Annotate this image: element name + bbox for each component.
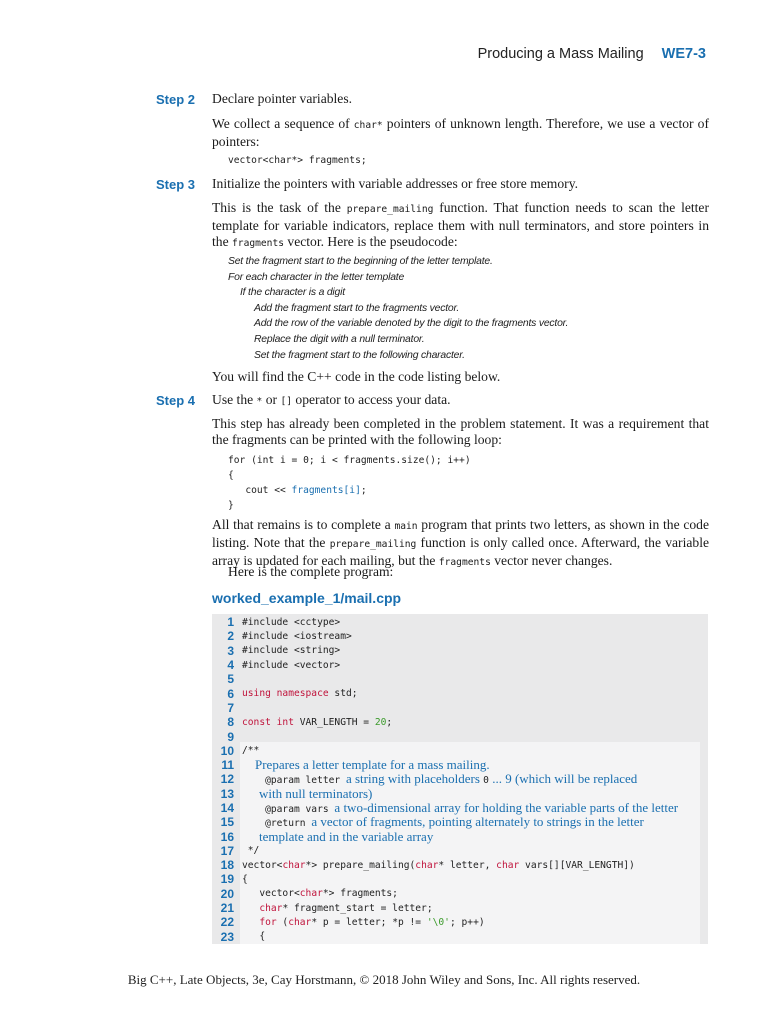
inline-code: * — [256, 396, 263, 407]
doc-comment: a string with placeholders — [345, 771, 484, 787]
page-footer: Big C++, Late Objects, 3e, Cay Horstmann, © 2018 John Wiley and Sons, Inc. All rights reserved. — [127, 972, 641, 987]
text-span: function is only called once. Afterward, the variable array is updated for each mailing, but the — [212, 535, 709, 568]
step-4-label: Step 4 — [156, 393, 196, 408]
line-number: 16 — [220, 829, 234, 844]
line-code — [242, 860, 635, 871]
line-code: /** — [242, 745, 260, 757]
listing-line — [212, 872, 708, 886]
listing-line — [212, 729, 708, 743]
listing-line — [212, 686, 708, 700]
line-number: 20 — [220, 886, 234, 901]
step-2-heading: Declare pointer variables. — [212, 91, 353, 106]
listing-line — [212, 887, 708, 901]
step-3-heading: Initialize the pointers with variable addresses or free store memory. — [212, 176, 579, 191]
doc-tag: @param letter — [242, 775, 346, 787]
line-code — [242, 688, 358, 699]
page-number: WE7-3 — [661, 46, 706, 62]
line-code: */ — [242, 845, 260, 857]
step-4-heading — [212, 392, 709, 410]
code-keyword: char — [496, 859, 520, 871]
text-span: or — [262, 392, 281, 407]
step-4-paragraph-2 — [212, 517, 709, 571]
text-span: Use the — [212, 392, 257, 407]
text-span: program that prints two letters, as shown in the code listing. Note that the — [212, 517, 709, 550]
step-4-paragraph-3: Here is the complete program: — [228, 564, 394, 579]
pseudocode-line: If the character is a digit — [240, 287, 345, 299]
listing-title: worked_example_1/mail.cpp — [212, 590, 402, 606]
code-keyword: char — [415, 859, 439, 871]
line-number: 1 — [227, 615, 234, 630]
line-number: 11 — [221, 758, 234, 773]
code-listing — [212, 615, 708, 944]
step-3-label: Step 3 — [156, 177, 196, 192]
listing-line — [212, 858, 708, 872]
listing-line — [212, 615, 708, 629]
pseudocode-line: Add the fragment start to the fragments vector. — [254, 302, 460, 314]
pseudocode-block — [228, 254, 568, 363]
step-2-label: Step 2 — [156, 92, 196, 107]
step-3-paragraph-2: You will find the C++ code in the code listing below. — [212, 369, 501, 384]
code-span: ; p++) — [449, 916, 485, 928]
code-keyword: const int — [242, 716, 294, 728]
code-keyword: for — [242, 916, 277, 928]
doc-tag: @param vars — [242, 804, 335, 816]
line-number: 23 — [220, 929, 234, 944]
text-span: All that remains is to complete a — [212, 517, 395, 532]
text-span: vector. Here is the pseudocode: — [284, 234, 458, 249]
line-number: 5 — [227, 672, 234, 687]
line-number: 10 — [220, 743, 234, 758]
inline-code: prepare_mailing — [329, 539, 417, 550]
loop-code-block — [228, 453, 471, 513]
code-keyword: char — [282, 859, 306, 871]
code-keyword: char — [299, 888, 323, 900]
listing-line — [212, 844, 708, 858]
code-keyword: char — [288, 916, 312, 928]
code-span: * letter, — [438, 859, 497, 871]
line-number: 15 — [220, 815, 234, 830]
running-head — [478, 46, 706, 62]
doc-comment: a vector of fragments, pointing alternately to strings in the letter — [311, 814, 644, 830]
step-4-paragraph: This step has already been completed in the problem statement. It was a requirement that the fragments can be printed with the following loop: — [212, 416, 709, 447]
code-span: * fragment_start = letter; — [282, 902, 433, 914]
line-number: 7 — [227, 700, 234, 715]
code-keyword: using namespace — [242, 688, 329, 700]
line-code: { — [242, 931, 266, 943]
code-keyword: char — [242, 902, 283, 914]
text-span: operator to access your data. — [292, 392, 451, 407]
step-3-paragraph — [212, 200, 709, 252]
listing-line — [212, 644, 708, 658]
line-number: 4 — [227, 658, 234, 673]
code-line: } — [228, 500, 234, 511]
line-number: 6 — [227, 686, 234, 701]
listing-line — [212, 829, 708, 843]
text-span: vector never changes. — [490, 553, 613, 568]
code-line: for (int i = 0; i < fragments.size(); i++) — [228, 455, 471, 466]
pseudocode-line: Replace the digit with a null terminator. — [254, 333, 425, 345]
inline-code: fragments — [438, 557, 491, 568]
code-span: vector< — [242, 859, 283, 871]
line-number: 2 — [227, 629, 234, 644]
inline-code: fragments — [232, 238, 284, 249]
listing-line — [212, 787, 708, 801]
text-span: function. That function needs to scan the letter template for variable indicators, replace them with null terminators, and store pointers in the — [212, 200, 709, 249]
line-number: 13 — [220, 786, 234, 801]
inline-code: char* — [353, 120, 383, 131]
code-span: std; — [328, 688, 358, 700]
line-number: 22 — [220, 915, 234, 930]
line-number: 8 — [227, 715, 234, 730]
listing-line — [212, 715, 708, 729]
code-span: vars[][VAR_LENGTH]) — [519, 859, 635, 871]
line-code: #include <cctype> — [242, 616, 341, 628]
listing-line — [212, 801, 708, 815]
code-string: '\0' — [426, 916, 450, 928]
pseudocode-line: Set the fragment start to the following character. — [254, 349, 465, 361]
line-code — [242, 888, 398, 899]
doc-comment: with null terminators) — [259, 785, 373, 801]
doc-code: 0 — [483, 775, 489, 787]
listing-line — [212, 658, 708, 672]
text-span: We collect a sequence of — [212, 116, 354, 131]
line-code: #include <iostream> — [242, 630, 352, 642]
pseudocode-line: Set the fragment start to the beginning of the letter template. — [228, 256, 493, 267]
code-span: ; — [360, 485, 367, 496]
line-number: 17 — [220, 843, 234, 858]
inline-code: main — [394, 521, 418, 532]
listing-line — [212, 930, 708, 944]
line-number: 9 — [227, 729, 234, 744]
step-2-paragraph — [212, 116, 709, 150]
line-code — [242, 917, 485, 928]
text-span: pointers of unknown length. Therefore, we use a vector of pointers: — [212, 116, 709, 149]
code-number: 20 — [374, 716, 387, 728]
pseudocode-line: Add the row of the variable denoted by the digit to the fragments vector. — [254, 318, 569, 330]
code-line: { — [228, 470, 234, 481]
step-2-code: vector<char*> fragments; — [228, 155, 367, 166]
line-number: 3 — [227, 643, 234, 658]
code-span: * p = letter; *p != — [311, 916, 427, 928]
line-number: 14 — [220, 801, 234, 815]
text-span: This is the task of the — [212, 200, 347, 215]
line-number: 12 — [220, 772, 234, 787]
listing-line — [212, 901, 708, 915]
line-code — [242, 829, 433, 845]
listing-line — [212, 815, 708, 829]
code-span: *> prepare_mailing( — [305, 859, 416, 871]
code-span: VAR_LENGTH = — [293, 716, 375, 728]
listing-line — [212, 701, 708, 715]
doc-comment: Prepares a letter template for a mass mailing. — [242, 757, 490, 773]
inline-code: prepare_mailing — [346, 204, 434, 215]
listing-line — [212, 744, 708, 758]
code-span: fragments[i] — [291, 485, 361, 496]
listing-line — [212, 772, 708, 786]
line-number: 18 — [220, 858, 234, 873]
code-span: cout << — [228, 485, 292, 496]
running-head-title: Producing a Mass Mailing — [477, 46, 644, 62]
code-span: ( — [276, 916, 289, 928]
doc-comment: a two-dimensional array for holding the variable parts of the letter — [334, 800, 679, 816]
listing-line — [212, 758, 708, 772]
inline-code: [] — [280, 396, 293, 407]
code-line — [228, 483, 471, 498]
code-span: vector< — [242, 888, 300, 900]
line-code — [242, 903, 433, 914]
line-code — [242, 717, 392, 728]
listing-line — [212, 629, 708, 643]
line-code: #include <vector> — [242, 659, 341, 671]
line-number: 19 — [220, 872, 234, 887]
pseudocode-line: For each character in the letter template — [228, 271, 405, 283]
doc-tag: @return — [242, 818, 312, 830]
code-span: ; — [386, 716, 393, 728]
doc-comment: ... 9 (which will be replaced — [488, 771, 638, 787]
line-code: { — [242, 873, 248, 885]
listing-line — [212, 915, 708, 929]
doc-comment: template and in the variable array — [259, 828, 434, 844]
line-code: #include <string> — [242, 645, 341, 657]
line-number: 21 — [220, 901, 234, 916]
listing-line — [212, 672, 708, 686]
code-span: *> fragments; — [322, 888, 398, 900]
